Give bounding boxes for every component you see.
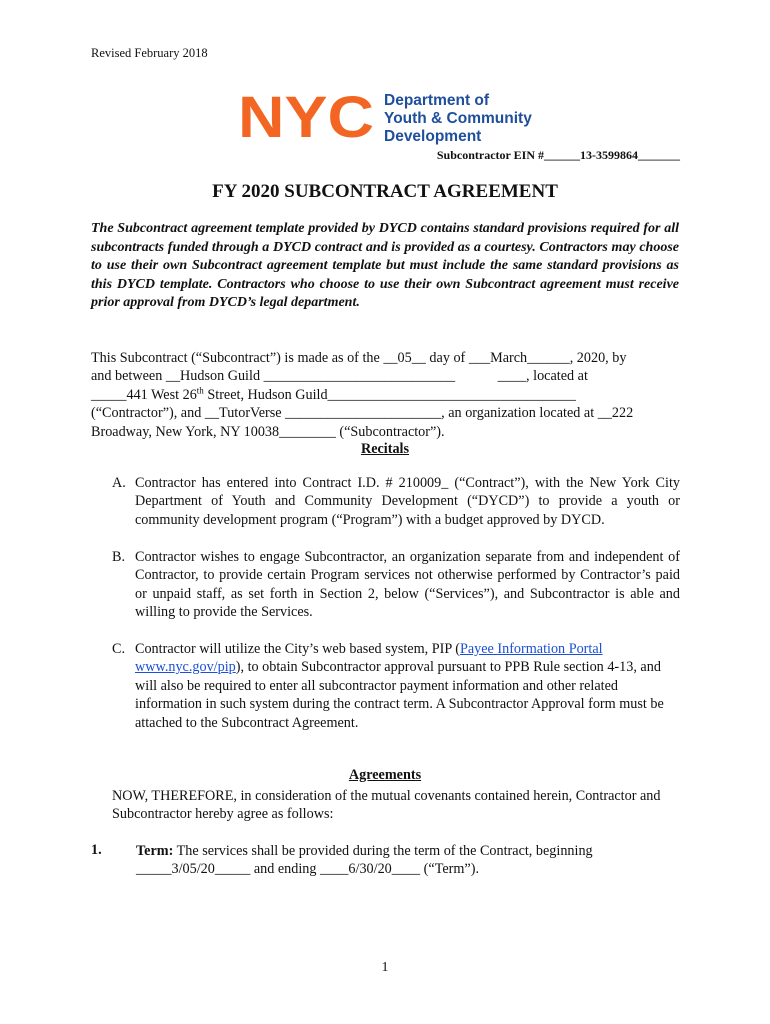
recital-c-text [135,640,680,732]
opening-line-4: (“Contractor”), and __TutorVerse ______________________, an organization located at __222 [91,405,634,422]
recital-a-text: Contractor has entered into Contract I.D. # 210009_ (“Contract”), with the New York City Department of Youth and Community Development (“DYCD”) to provide a youth or community development program (“Program”) with a budget approved by DYCD. [135,475,680,528]
dept-line-3: Development [384,128,482,145]
opening-line-2: and between __Hudson Guild ___________________________ ____, located at [91,368,588,385]
item-1-term [136,842,681,879]
recital-c-text-1: Contractor will utilize the City’s web based system, PIP ( [135,641,460,657]
recital-a-label: A. [112,475,126,491]
agreements-intro: NOW, THEREFORE, in consideration of the mutual covenants contained herein, Contractor and Subcontractor hereby agree as follows: [112,788,661,823]
recital-c [112,640,680,732]
dept-line-1: Department of [384,92,490,109]
agreements-heading: Agreements [348,767,422,783]
opening-line-3b: Street, Hudson Guild___________________________________ [203,386,576,403]
page-number: 1 [381,960,389,975]
intro-paragraph: The Subcontract agreement template provided by DYCD contains standard provisions required for all subcontracts funded through a DYCD contract and is provided as a courtesy. Contractors may choose to use their own Subcontract agreement template but must include the same standard provisions as this DYCD template. Contractors who choose to use their own Subcontract agreement must receive prior approval from DYCD’s legal department. [91,221,679,311]
nyc-logo [238,92,378,147]
recital-a [112,474,680,529]
opening-line-3a: _____441 West 26 [91,386,197,403]
recital-b [112,548,680,622]
pip-url-link[interactable]: www.nyc.gov/pip [135,659,236,676]
ordinal-sup: th [196,385,204,396]
recitals-heading: Recitals [360,441,410,457]
term-label: Term: [136,843,174,859]
document-title: FY 2020 SUBCONTRACT AGREEMENT [212,181,558,202]
revised-date: Revised February 2018 [91,46,208,60]
recital-c-label: C. [112,641,126,657]
subcontractor-ein: Subcontractor EIN #______13-3599864_______ [436,148,680,162]
opening-paragraph [91,349,681,441]
recital-c-text-2: ), to obtain Subcontractor approval pursuant to PPB Rule section 4-13, and will also be required to enter all subcontractor payment information and other related information in such system during the contract term. A Subcontractor Approval form must be attached to the Subcontract Agreement. [135,659,664,731]
term-text: The services shall be provided during the term of the Contract, beginning _____3/05/20_____ and ending ____6/30/20____ (“Term”). [136,843,593,878]
dept-line-2: Youth & Community [384,110,532,127]
recital-b-text: Contractor wishes to engage Subcontractor, an organization separate from and independent of Contractor, to provide certain Program services not otherwise performed by Contractor’s paid or unpaid staff, as set forth in Section 2, below (“Services”), and Subcontractor is able and willing to provide the Services. [135,549,680,621]
pip-portal-link[interactable]: Payee Information Portal [459,641,603,657]
opening-line-5: Broadway, New York, NY 10038________ (“Subcontractor”). [91,423,445,440]
logo-text: NYC [238,92,374,142]
recital-b-label: B. [112,549,126,565]
item-1-number: 1. [91,842,102,858]
department-name [384,92,532,146]
opening-line-1: This Subcontract (“Subcontract”) is made as of the __05__ day of ___March______, 2020, by [91,350,627,366]
opening-line-3 [91,386,681,404]
